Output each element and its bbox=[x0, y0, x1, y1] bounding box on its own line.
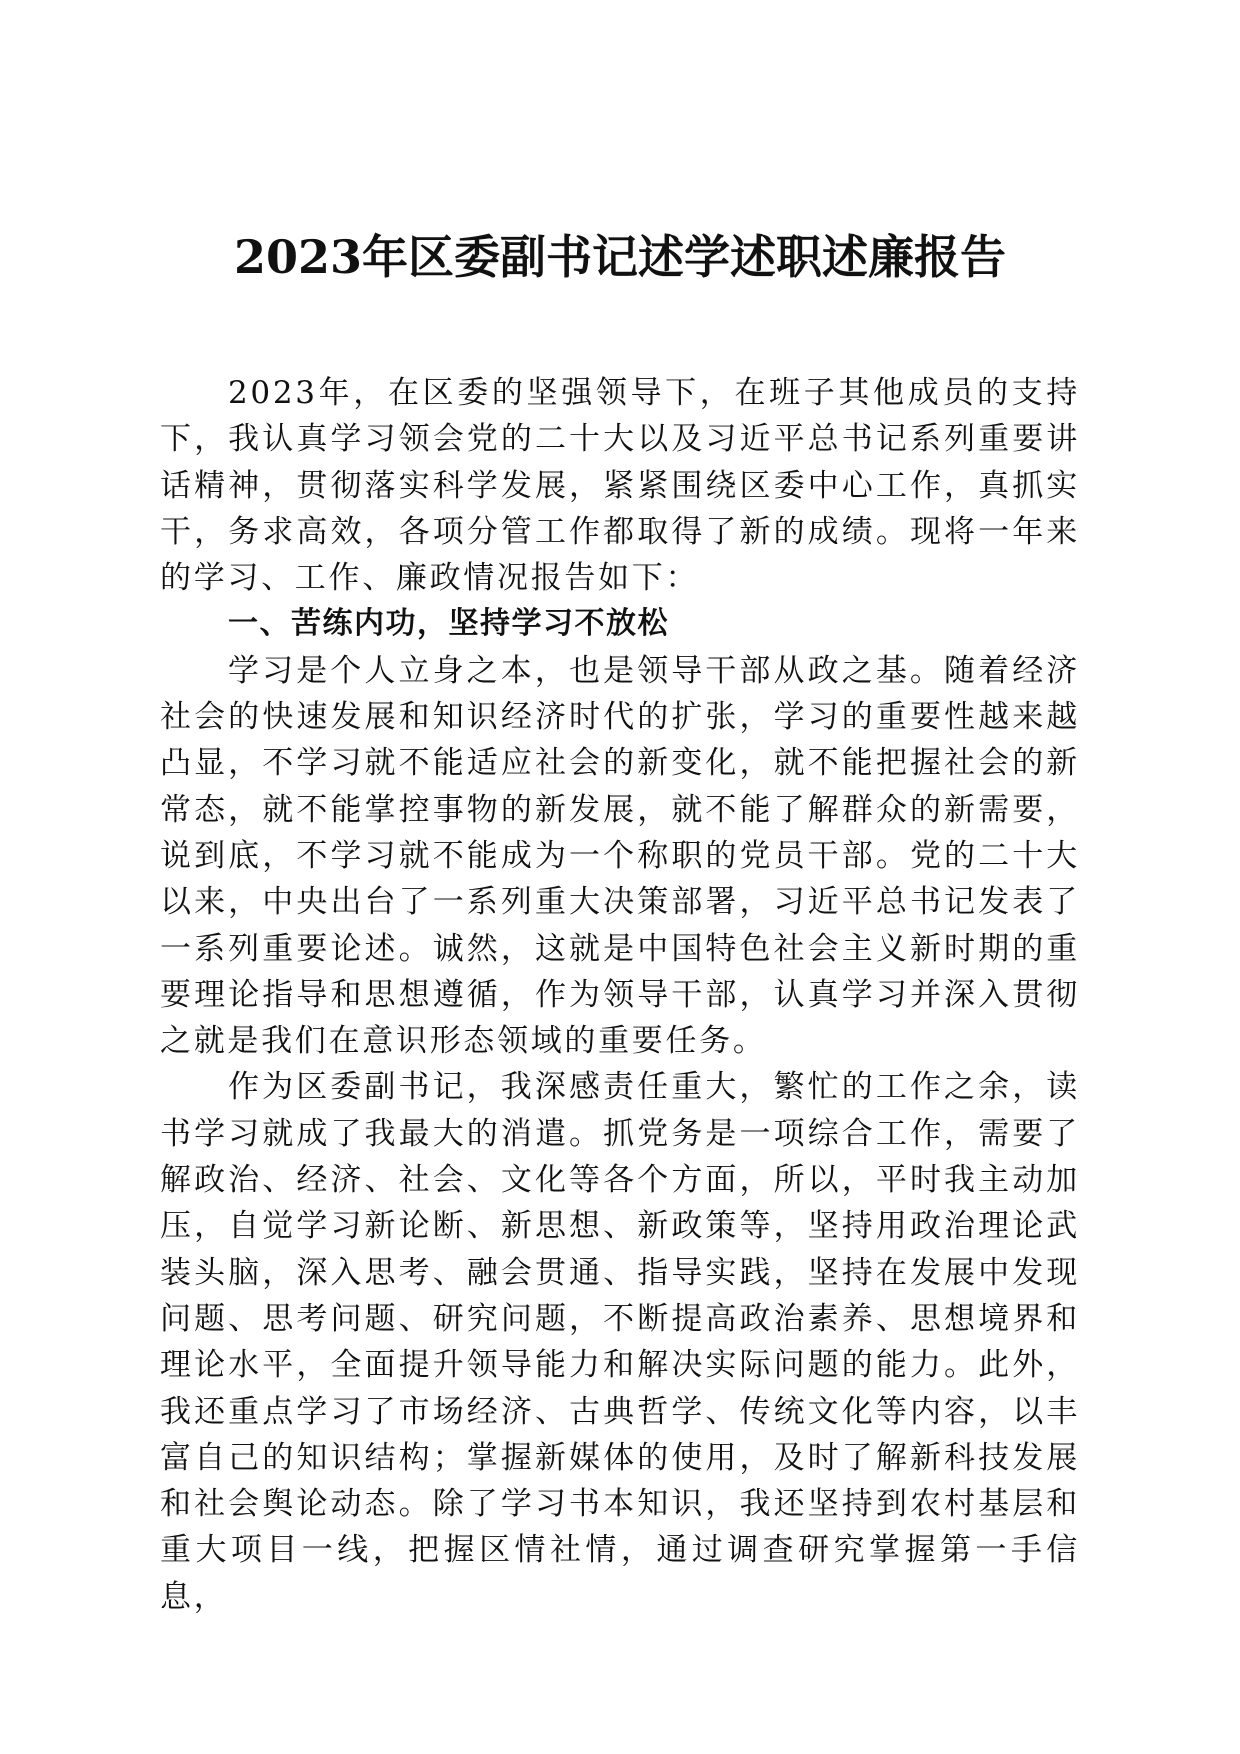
section-1-paragraph-1: 学习是个人立身之本，也是领导干部从政之基。随着经济社会的快速发展和知识经济时代的扩张，学习的重要性越来越凸显，不学习就不能适应社会的新变化，就不能把握社会的新常态，就不能掌控事物的新发展，就不能了解群众的新需要，说到底，不学习就不能成为一个称职的党员干部。党的二十大以来，中央出台了一系列重大决策部署，习近平总书记发表了一系列重要论述。诚然，这就是中国特色社会主义新时期的重要理论指导和思想遵循，作为领导干部，认真学习并深入贯彻之就是我们在意识形态领域的重要任务。 bbox=[160, 652, 1080, 1060]
section-heading-1: 一、苦练内功，坚持学习不放松 bbox=[228, 606, 669, 642]
document-body bbox=[160, 370, 1080, 1620]
section-1-paragraph-2: 作为区委副书记，我深感责任重大，繁忙的工作之余，读书学习就成了我最大的消遣。抓党务是一项综合工作，需要了解政治、经济、社会、文化等各个方面，所以，平时我主动加压，自觉学习新论断、新思想、新政策等，坚持用政治理论武装头脑，深入思考、融会贯通、指导实践，坚持在发展中发现问题、思考问题、研究问题，不断提高政治素养、思想境界和理论水平，全面提升领导能力和解决实际问题的能力。此外，我还重点学习了市场经济、古典哲学、传统文化等内容，以丰富自己的知识结构；掌握新媒体的使用，及时了解新科技发展和社会舆论动态。除了学习书本知识，我还坚持到农村基层和重大项目一线，把握区情社情，通过调查研究掌握第一手信息， bbox=[160, 1069, 1080, 1615]
intro-paragraph: 2023年，在区委的坚强领导下，在班子其他成员的支持下，我认真学习领会党的二十大以及习近平总书记系列重要讲话精神，贯彻落实科学发展，紧紧围绕区委中心工作，真抓实干，务求高效，各项分管工作都取得了新的成绩。现将一年来的学习、工作、廉政情况报告如下： bbox=[160, 375, 1080, 597]
document-title: 2023年区委副书记述学述职述廉报告 bbox=[233, 230, 1007, 284]
